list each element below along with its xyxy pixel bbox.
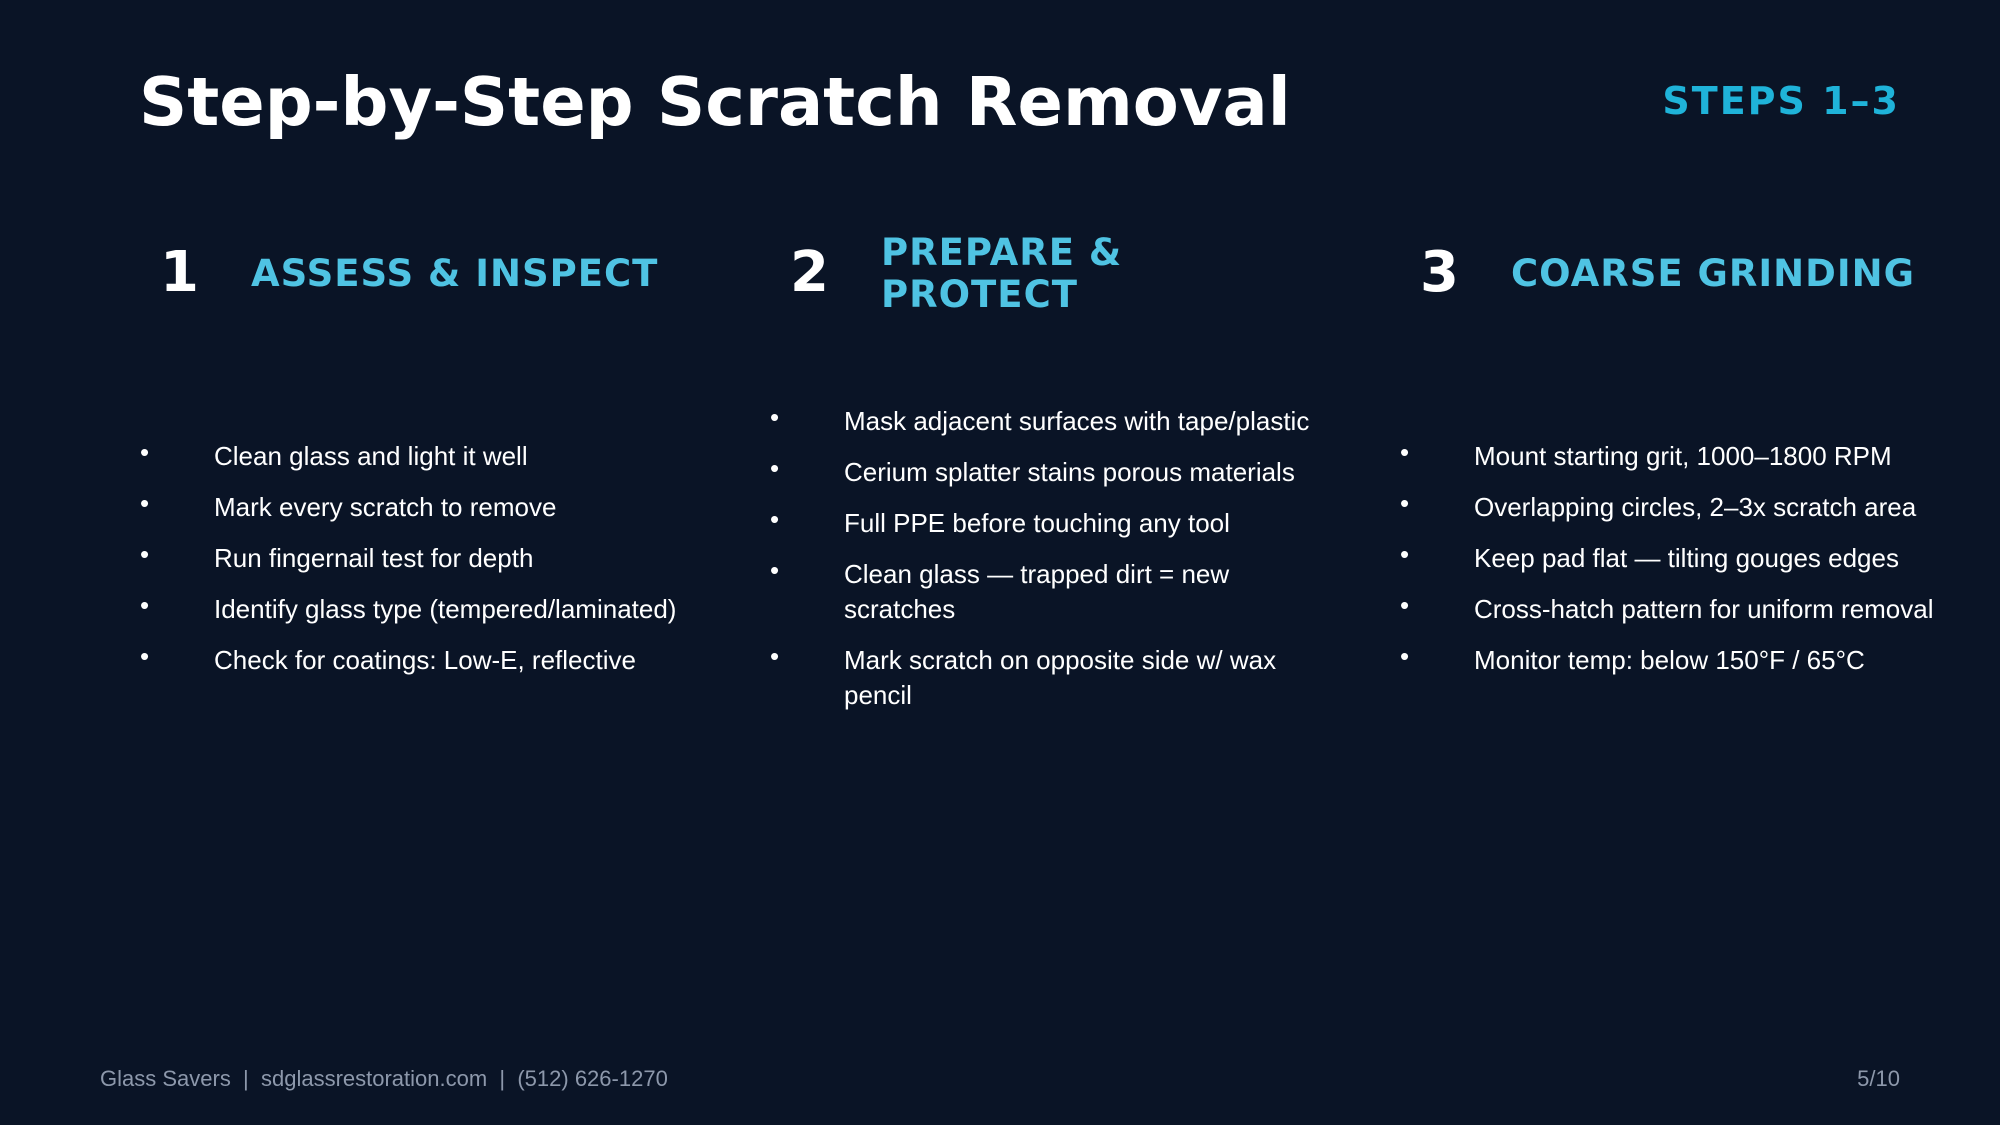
step-bullet-list xyxy=(770,328,1340,788)
step-title: ASSESS & INSPECT xyxy=(251,252,659,295)
bullet-text: Monitor temp: below 150°F / 65°C xyxy=(1474,644,1865,675)
bullet-text: Check for coatings: Low-E, reflective xyxy=(214,644,636,675)
steps-range-tag: STEPS 1–3 xyxy=(1662,79,1900,123)
bullet-item xyxy=(1400,538,1970,576)
bullet-item xyxy=(1400,436,1970,474)
step-column-3 xyxy=(1400,220,1960,900)
bullet-item xyxy=(140,589,710,627)
bullet-text: Mount starting grit, 1000–1800 RPM xyxy=(1474,440,1892,471)
bullet-text: Cerium splatter stains porous materials xyxy=(844,456,1295,487)
bullet-item xyxy=(140,436,710,474)
slide-title: Step-by-Step Scratch Removal xyxy=(139,63,1291,141)
step-number: 3 xyxy=(1420,240,1459,305)
bullet-dot-icon: • xyxy=(140,589,150,620)
bullet-dot-icon: • xyxy=(1400,436,1410,467)
bullet-dot-icon: • xyxy=(770,554,780,585)
bullet-dot-icon: • xyxy=(1400,487,1410,518)
bullet-dot-icon: • xyxy=(140,487,150,518)
bullet-text: Overlapping circles, 2–3x scratch area xyxy=(1474,491,1917,522)
bullet-item xyxy=(770,554,1340,627)
bullet-text: Mark every scratch to remove xyxy=(214,491,557,522)
bullet-item xyxy=(1400,487,1970,525)
bullet-item xyxy=(1400,640,1970,678)
bullet-item xyxy=(770,401,1340,439)
bullet-dot-icon: • xyxy=(140,436,150,467)
bullet-text: Full PPE before touching any tool xyxy=(844,507,1230,538)
bullet-text: Run fingernail test for depth xyxy=(214,542,534,573)
bullet-item xyxy=(770,452,1340,490)
bullet-dot-icon: • xyxy=(140,640,150,671)
bullet-text: Keep pad flat — tilting gouges edges xyxy=(1474,542,1899,573)
bullet-dot-icon: • xyxy=(770,401,780,432)
page-number: 5/10 xyxy=(1857,1066,1900,1091)
bullet-text: Clean glass — trapped dirt = new scratches xyxy=(844,558,1230,624)
step-bullet-list xyxy=(140,328,710,788)
bullet-dot-icon: • xyxy=(770,640,780,671)
footer-contact: Glass Savers | sdglassrestoration.com | (512) 626-1270 xyxy=(100,1066,668,1091)
bullet-item xyxy=(770,640,1340,713)
bullet-item xyxy=(770,503,1340,541)
step-title: PREPARE & PROTECT xyxy=(881,231,1123,316)
bullet-dot-icon: • xyxy=(1400,538,1410,569)
bullet-dot-icon: • xyxy=(770,503,780,534)
bullet-text: Mask adjacent surfaces with tape/plastic xyxy=(844,405,1310,436)
step-column-1 xyxy=(140,220,700,900)
bullet-item xyxy=(140,538,710,576)
bullet-dot-icon: • xyxy=(1400,589,1410,620)
step-column-2 xyxy=(770,220,1330,900)
bullet-text: Mark scratch on opposite side w/ wax pencil xyxy=(844,644,1277,710)
bullet-item xyxy=(140,640,710,678)
bullet-text: Clean glass and light it well xyxy=(214,440,528,471)
step-number: 2 xyxy=(790,240,829,305)
step-number: 1 xyxy=(160,240,199,305)
step-bullet-list xyxy=(1400,328,1970,788)
bullet-text: Cross-hatch pattern for uniform removal xyxy=(1474,593,1934,624)
bullet-dot-icon: • xyxy=(1400,640,1410,671)
bullet-dot-icon: • xyxy=(140,538,150,569)
step-title: COARSE GRINDING xyxy=(1511,252,1915,295)
bullet-item xyxy=(1400,589,1970,627)
bullet-text: Identify glass type (tempered/laminated) xyxy=(214,593,677,624)
bullet-item xyxy=(140,487,710,525)
bullet-dot-icon: • xyxy=(770,452,780,483)
